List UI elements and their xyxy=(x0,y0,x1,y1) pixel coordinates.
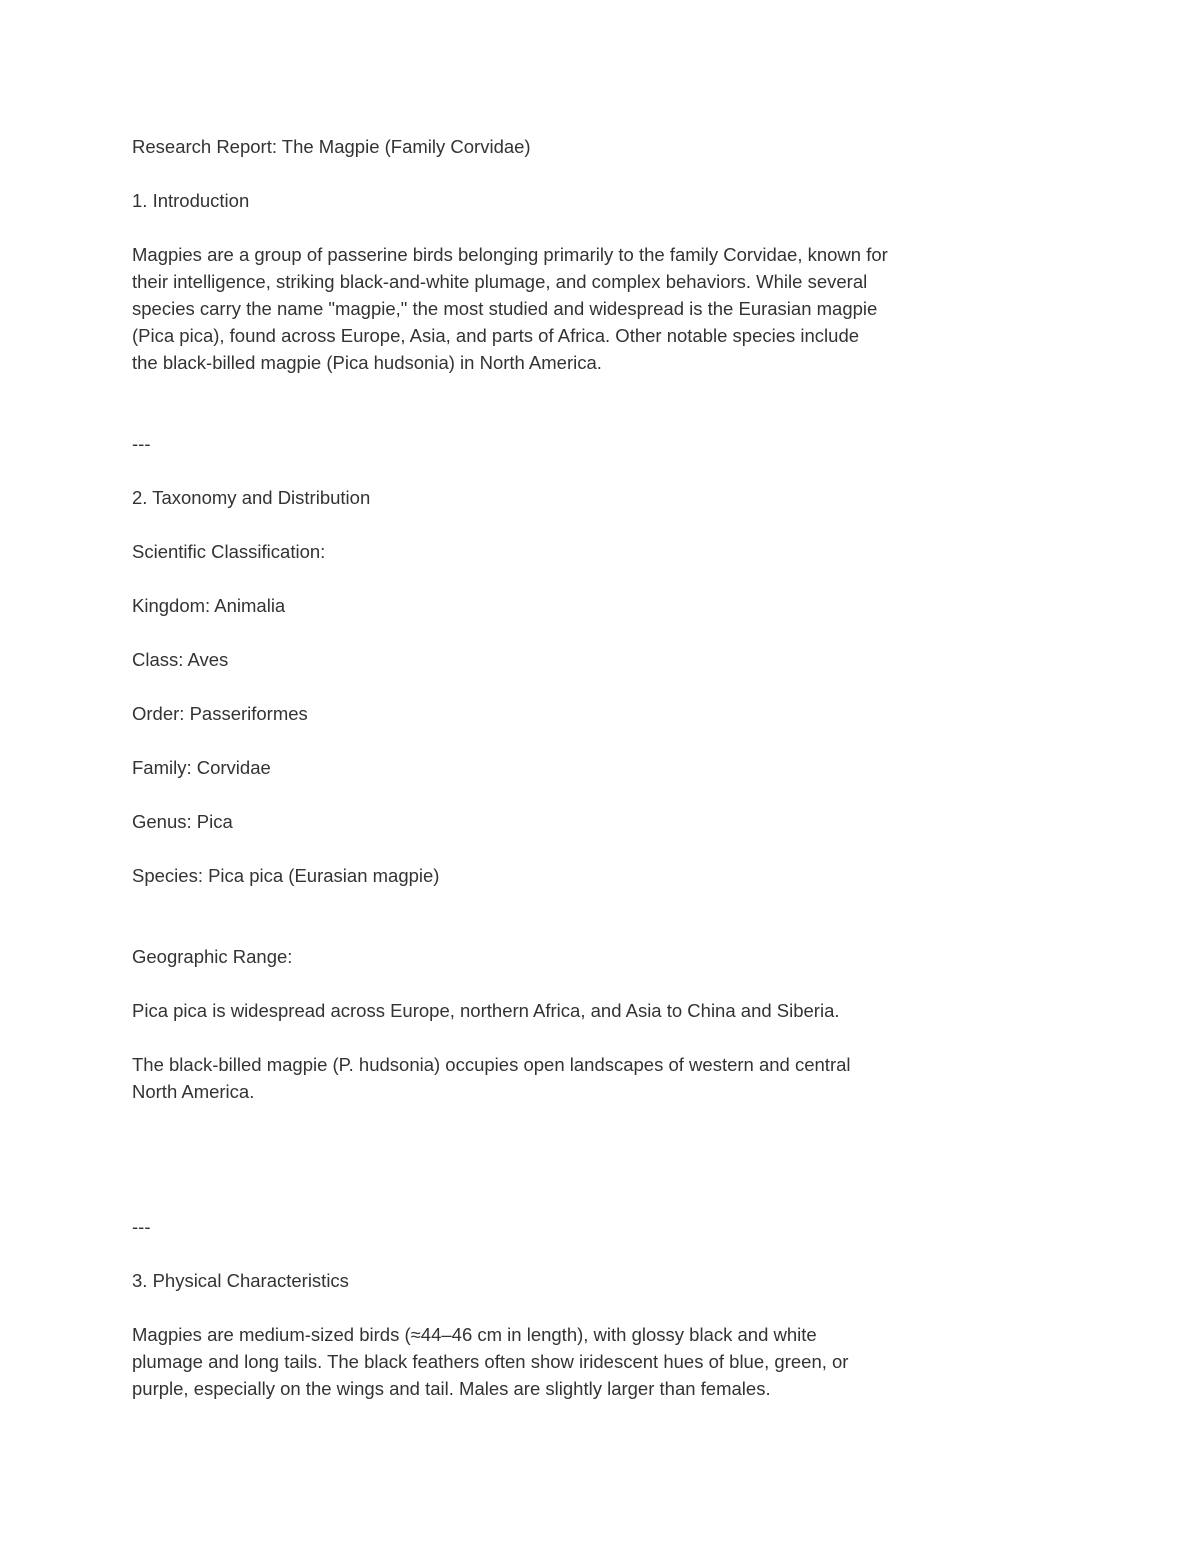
paragraph-line: The black-billed magpie (P. hudsonia) occupies open landscapes of western and central xyxy=(132,1054,851,1075)
spacer xyxy=(132,673,972,700)
range-paragraph-2 xyxy=(132,1051,972,1105)
spacer xyxy=(132,457,972,484)
spacer xyxy=(132,727,972,754)
classification-species: Species: Pica pica (Eurasian magpie) xyxy=(132,865,440,886)
spacer xyxy=(132,403,972,430)
classification-family: Family: Corvidae xyxy=(132,757,271,778)
paragraph-line: (Pica pica), found across Europe, Asia, and parts of Africa. Other notable species include xyxy=(132,325,860,346)
spacer xyxy=(132,565,972,592)
spacer xyxy=(132,214,972,241)
spacer xyxy=(132,160,972,187)
spacer xyxy=(132,1024,972,1051)
range-label: Geographic Range: xyxy=(132,946,293,967)
range-paragraph-1: Pica pica is widespread across Europe, northern Africa, and Asia to China and Siberia. xyxy=(132,1000,840,1021)
document-body xyxy=(132,133,972,1402)
spacer xyxy=(132,619,972,646)
spacer xyxy=(132,511,972,538)
spacer xyxy=(132,916,972,943)
spacer xyxy=(132,781,972,808)
classification-label: Scientific Classification: xyxy=(132,541,326,562)
separator: --- xyxy=(132,433,151,454)
spacer xyxy=(132,1105,972,1132)
section-2-heading: 2. Taxonomy and Distribution xyxy=(132,487,371,508)
separator: --- xyxy=(132,1216,151,1237)
spacer xyxy=(132,1294,972,1321)
spacer xyxy=(132,970,972,997)
spacer xyxy=(132,1132,972,1159)
spacer xyxy=(132,1186,972,1213)
spacer xyxy=(132,1159,972,1186)
section-3-heading: 3. Physical Characteristics xyxy=(132,1270,349,1291)
paragraph-line: Magpies are medium-sized birds (≈44–46 cm in length), with glossy black and white xyxy=(132,1324,817,1345)
section-3-paragraph xyxy=(132,1321,972,1402)
document-title: Research Report: The Magpie (Family Corvidae) xyxy=(132,136,531,157)
section-1-heading: 1. Introduction xyxy=(132,190,250,211)
paragraph-line: species carry the name "magpie," the most studied and widespread is the Eurasian magpie xyxy=(132,298,878,319)
classification-genus: Genus: Pica xyxy=(132,811,233,832)
classification-class: Class: Aves xyxy=(132,649,229,670)
spacer xyxy=(132,376,972,403)
paragraph-line: the black-billed magpie (Pica hudsonia) in North America. xyxy=(132,352,602,373)
classification-kingdom: Kingdom: Animalia xyxy=(132,595,286,616)
paragraph-line: Magpies are a group of passerine birds belonging primarily to the family Corvidae, known for xyxy=(132,244,888,265)
section-1-paragraph xyxy=(132,241,972,376)
paragraph-line: North America. xyxy=(132,1081,255,1102)
classification-order: Order: Passeriformes xyxy=(132,703,308,724)
paragraph-line: plumage and long tails. The black feathers often show iridescent hues of blue, green, or xyxy=(132,1351,849,1372)
paragraph-line: purple, especially on the wings and tail. Males are slightly larger than females. xyxy=(132,1378,771,1399)
spacer xyxy=(132,889,972,916)
paragraph-line: their intelligence, striking black-and-white plumage, and complex behaviors. While several xyxy=(132,271,868,292)
spacer xyxy=(132,835,972,862)
spacer xyxy=(132,1240,972,1267)
